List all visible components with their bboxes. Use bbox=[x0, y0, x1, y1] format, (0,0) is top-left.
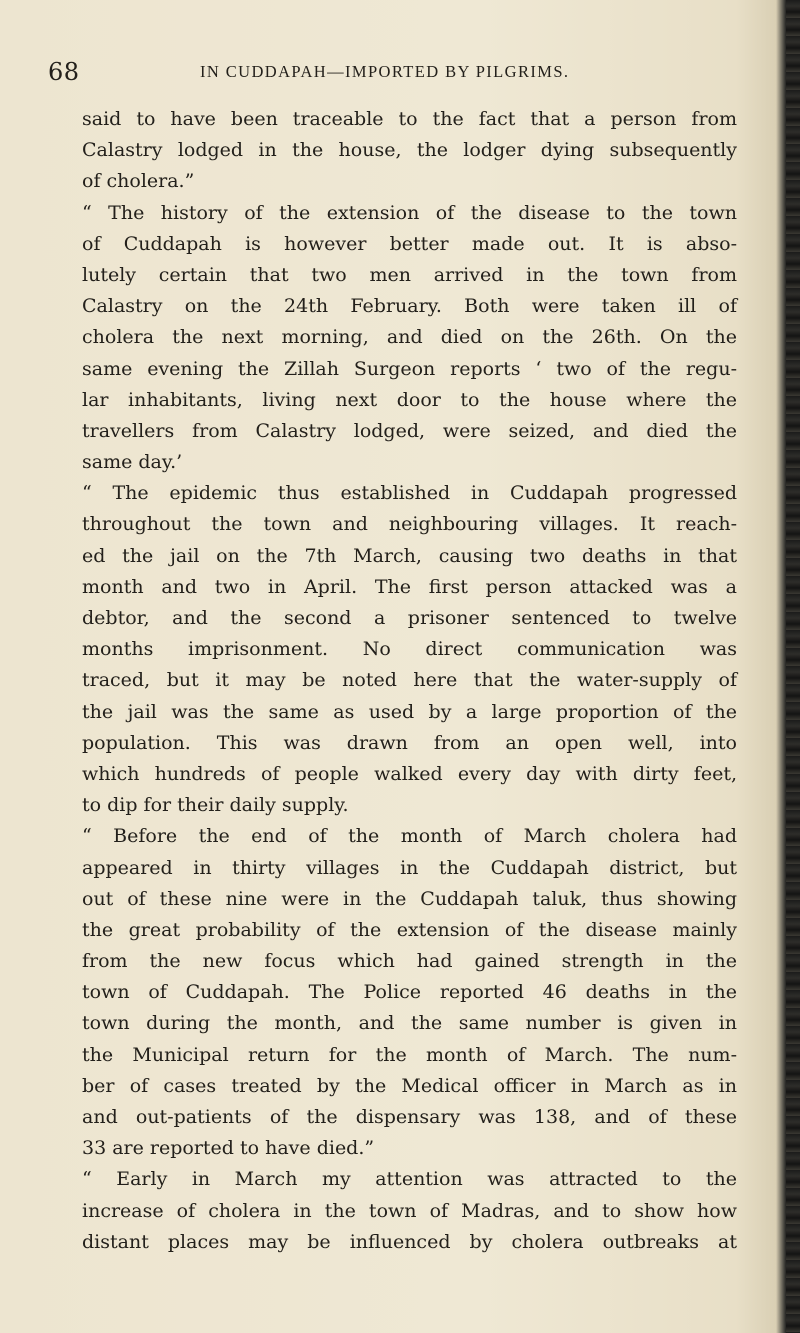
text-line: lutely certain that two men arrived in the town from bbox=[82, 263, 737, 286]
text-line: town of Cuddapah. The Police reported 46 deaths in the bbox=[82, 981, 737, 1004]
text-line: lar inhabitants, living next door to the house where the bbox=[82, 388, 737, 411]
text-line: distant places may be influenced by cholera outbreaks at bbox=[82, 1230, 737, 1253]
text-line: of cholera.” bbox=[82, 170, 195, 193]
text-line: cholera the next morning, and died on the 26th. On the bbox=[82, 326, 737, 349]
text-line: of Cuddapah is however better made out. It is abso- bbox=[82, 232, 737, 255]
text-line: ed the jail on the 7th March, causing two deaths in that bbox=[82, 544, 737, 567]
text-line: “ Before the end of the month of March cholera had bbox=[82, 825, 737, 848]
text-line: which hundreds of people walked every day with dirty feet, bbox=[82, 762, 737, 785]
text-line: out of these nine were in the Cuddapah taluk, thus showing bbox=[82, 887, 737, 910]
text-line: Calastry on the 24th February. Both were taken ill of bbox=[82, 295, 737, 318]
text-line: said to have been traceable to the fact that a person from bbox=[82, 108, 737, 130]
text-line: throughout the town and neighbouring villages. It reach- bbox=[82, 513, 737, 536]
text-line: travellers from Calastry lodged, were seized, and died the bbox=[82, 419, 737, 442]
text-line: debtor, and the second a prisoner sentenced to twelve bbox=[82, 607, 737, 629]
text-line: appeared in thirty villages in the Cuddapah district, but bbox=[82, 856, 737, 879]
page-edge-shadow bbox=[786, 0, 800, 1333]
text-line: “ Early in March my attention was attracted to the bbox=[82, 1168, 737, 1191]
text-line: the great probability of the extension of the disease mainly bbox=[82, 918, 737, 941]
text-line: the jail was the same as used by a large proportion of the bbox=[82, 700, 737, 723]
running-head: IN CUDDAPAH—IMPORTED BY PILGRIMS. bbox=[200, 62, 570, 81]
body-text bbox=[82, 104, 737, 1258]
text-line: from the new focus which had gained strength in the bbox=[82, 950, 737, 973]
page-header bbox=[48, 58, 768, 88]
text-line: increase of cholera in the town of Madras, and to show how bbox=[82, 1199, 737, 1222]
text-line: to dip for their daily supply. bbox=[82, 794, 349, 817]
text-line: “ The epidemic thus established in Cuddapah progressed bbox=[82, 482, 737, 505]
text-line: the Municipal return for the month of March. The num- bbox=[82, 1043, 737, 1066]
text-line: Calastry lodged in the house, the lodger dying subsequently bbox=[82, 139, 737, 162]
text-line: 33 are reported to have died.” bbox=[82, 1137, 375, 1160]
text-line: traced, but it may be noted here that the water-supply of bbox=[82, 669, 737, 692]
text-line: town during the month, and the same number is given in bbox=[82, 1012, 737, 1035]
text-line: months imprisonment. No direct communication was bbox=[82, 638, 737, 661]
page-number: 68 bbox=[48, 58, 80, 86]
text-line: same evening the Zillah Surgeon reports ‘ two of the regu- bbox=[82, 357, 737, 380]
text-line: ber of cases treated by the Medical officer in March as in bbox=[82, 1074, 737, 1097]
text-line: “ The history of the extension of the disease to the town bbox=[82, 201, 737, 224]
text-line: population. This was drawn from an open well, into bbox=[82, 731, 737, 754]
text-line: and out-patients of the dispensary was 138, and of these bbox=[82, 1106, 737, 1128]
text-line: month and two in April. The first person attacked was a bbox=[82, 575, 737, 598]
text-line: same day.’ bbox=[82, 451, 183, 474]
